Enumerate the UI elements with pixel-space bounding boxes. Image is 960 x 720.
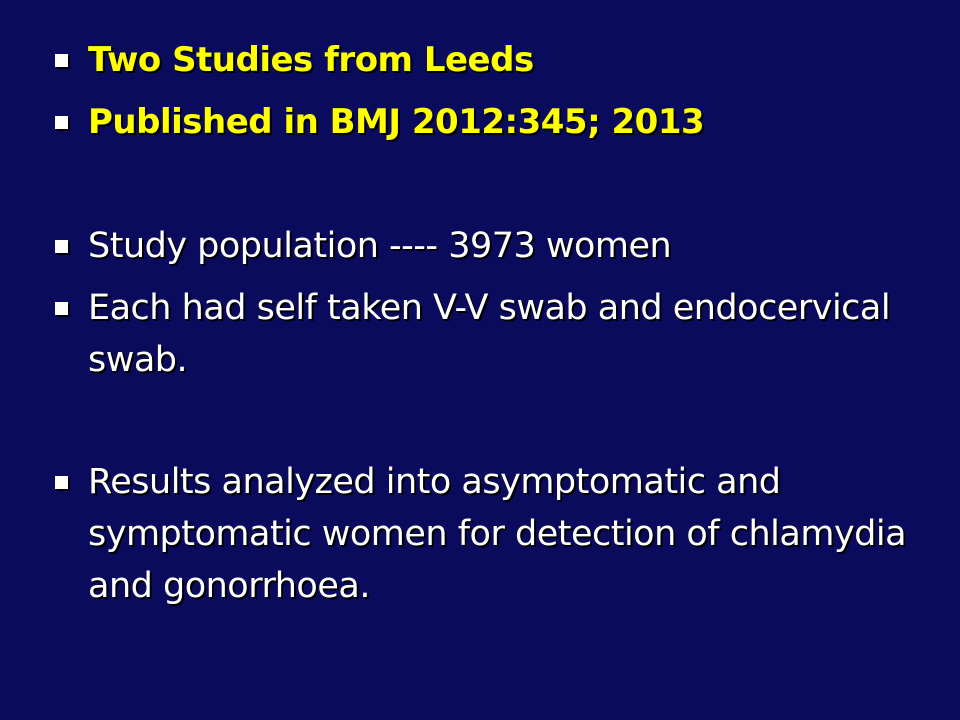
bullet-published bbox=[55, 96, 935, 148]
bullet-marker-icon bbox=[55, 116, 68, 129]
bullet-marker-icon bbox=[55, 240, 68, 253]
bullet-text: Each had self taken V-V swab and endocervical swab. bbox=[88, 288, 891, 380]
bullet-text: Published in BMJ 2012:345; 2013 bbox=[88, 102, 705, 142]
bullet-text: Results analyzed into asymptomatic and symptomatic women for detection of chlamydia and gonorrhoea. bbox=[88, 462, 907, 606]
bullet-two-studies bbox=[55, 34, 935, 86]
bullet-results bbox=[55, 456, 935, 612]
bullet-text: Study population ---- 3973 women bbox=[88, 226, 672, 266]
bullet-marker-icon bbox=[55, 476, 68, 489]
bullet-study-population bbox=[55, 220, 935, 272]
bullet-swabs bbox=[55, 282, 935, 386]
bullet-text: Two Studies from Leeds bbox=[88, 40, 534, 80]
bullet-marker-icon bbox=[55, 54, 68, 67]
bullet-marker-icon bbox=[55, 302, 68, 315]
